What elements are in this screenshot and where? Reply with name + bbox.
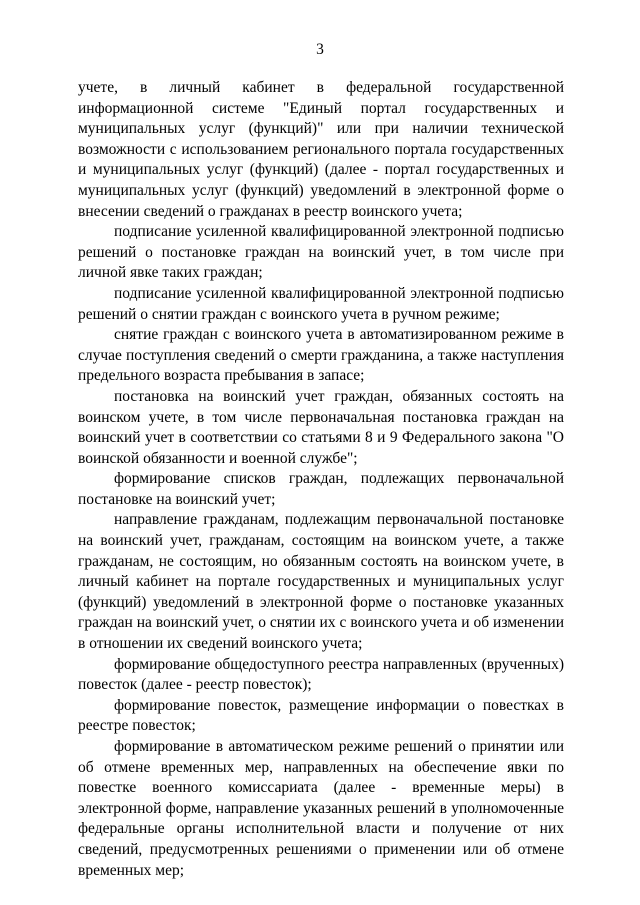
paragraph: формирование общедоступного реестра направленных (врученных) повесток (далее - реестр повесток); (78, 655, 564, 694)
paragraph: формирование списков граждан, подлежащих первоначальной постановке на воинский учет; (78, 470, 564, 508)
paragraph: постановка на воинский учет граждан, обязанных состоять на воинском учете, в том числе первоначальная постановка граждан на воинский учет в соответствии со статьями 8 и 9 Федерального закона "О воинской обязанности и военной службе"; (78, 387, 564, 467)
paragraph: направление гражданам, подлежащим первоначальной постановке на воинский учет, гражданам, состоящим на воинском учете, а также гражданам, не состоящим, но обязанным состоять на воинском учете, в личный кабинет на портале государственных и муниципальных услуг (функций) уведомлений в электронной форме о постановке указанных граждан на воинский учет, о снятии их с воинского учета и об изменении в отношении их сведений воинского учета; (78, 511, 564, 653)
paragraph: формирование в автоматическом режиме решений о принятии или об отмене временных мер, направленных на обеспечение явки по повестке военного комиссариата (далее - временные меры) в электронной форме, направление указанных решений в уполномоченные федеральные органы исполнительной власти и получение от них сведений, предусмотренных решениями о применении или об отмене временных мер; (78, 738, 564, 879)
paragraph: подписание усиленной квалифицированной электронной подписью решений о снятии граждан с воинского учета в ручном режиме; (78, 284, 564, 323)
page-number: 3 (316, 41, 324, 58)
document-body (78, 78, 564, 881)
paragraph: подписание усиленной квалифицированной электронной подписью решений о постановке граждан на воинский учет, в том числе при личной явке таких граждан; (78, 223, 564, 282)
paragraph: формирование повесток, размещение информации о повестках в реестре повесток; (78, 696, 564, 735)
paragraph-continuation: учете, в личный кабинет в федеральной государственной информационной системе "Единый портал государственных и муниципальных услуг (функций)" или при наличии технической возможности с использованием регионального портала государственных и муниципальных услуг (функций) (далее - портал государственных и муниципальных услуг (функций) уведомлений в электронной форме о внесении сведений о гражданах в реестр воинского учета; (78, 79, 564, 220)
paragraph: снятие граждан с воинского учета в автоматизированном режиме в случае поступления сведений о смерти гражданина, а также наступления предельного возраста пребывания в запасе; (78, 326, 564, 385)
